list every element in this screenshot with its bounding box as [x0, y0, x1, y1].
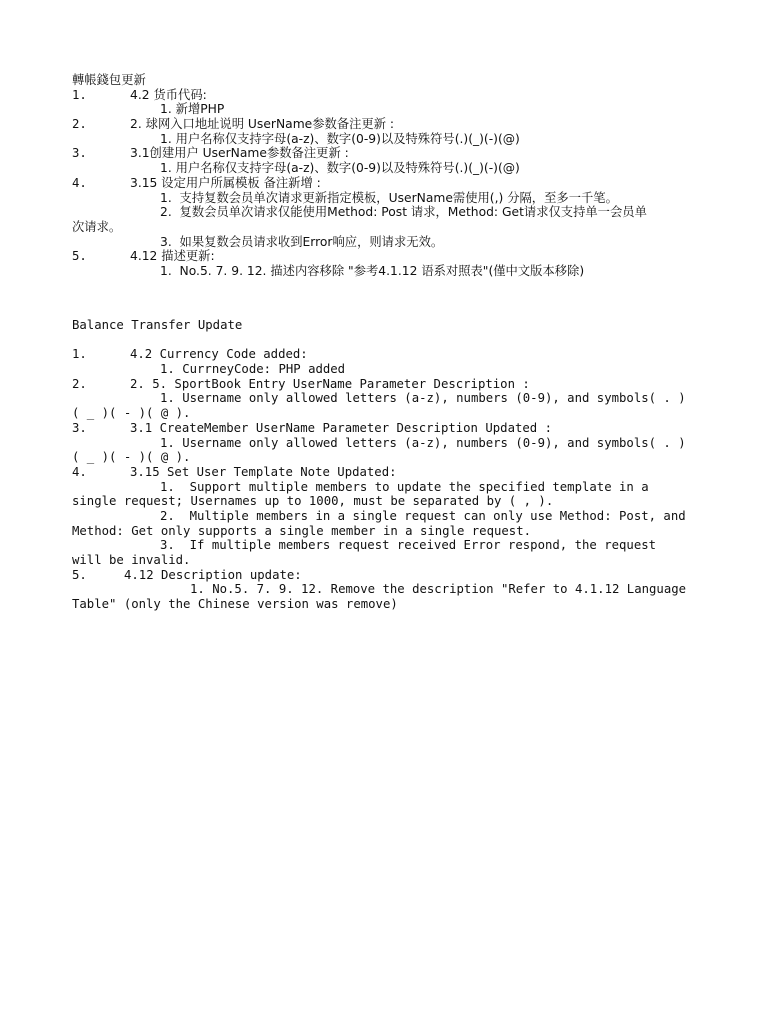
en-item-1 — [72, 347, 702, 362]
en-subitem: 1. No.5. 7. 9. 12. Remove the description "Refer to 4.1.12 Language — [190, 582, 687, 597]
en-item-4 — [72, 465, 702, 480]
en-subitem-continuation: ( _ )( - )( @ ). — [72, 450, 191, 465]
en-subitem: 1. Username only allowed letters (a-z), numbers (0-9), and symbols( . ) — [160, 435, 686, 450]
en-section — [72, 318, 702, 612]
en-item-number: 4. — [72, 464, 87, 479]
en-subitem-continuation: Method: Get only supports a single member in a single request. — [72, 523, 532, 538]
zh-item-heading: 3.1创建用户 UserName参数备注更新 : — [130, 146, 349, 161]
en-subitem: 3. If multiple members request received Error respond, the request — [160, 538, 657, 553]
zh-section — [72, 73, 702, 279]
zh-item-number: 4. — [72, 175, 87, 190]
en-item-number: 2. — [72, 376, 87, 391]
zh-item-number: 5. — [72, 249, 87, 264]
zh-subitem: 2. 复数会员单次请求仅能使用Method: Post 请求，Method: Get请求仅支持单一会员单 — [160, 205, 647, 220]
en-item-heading: 4.2 Currency Code added: — [130, 347, 308, 362]
en-item-heading: 3.15 Set User Template Note Updated: — [130, 464, 397, 479]
en-item-2 — [72, 377, 702, 392]
zh-title: 轉帳錢包更新 — [72, 73, 146, 87]
en-subitem: 1. Support multiple members to update the specified template in a — [160, 479, 649, 494]
zh-subitem: 1. 新增PHP — [160, 102, 225, 117]
zh-subitem: 1. 用户名称仅支持字母(a-z)、数字(0-9)以及特殊符号(.)(_)(-)(@) — [160, 161, 520, 176]
en-title: Balance Transfer Update — [72, 318, 243, 332]
en-item-5 — [72, 568, 702, 583]
en-subitem: 1. CurrneyCode: PHP added — [160, 362, 346, 377]
en-subitem-continuation: Table" (only the Chinese version was remove) — [72, 597, 398, 612]
zh-subitem: 1. 支持复数会员单次请求更新指定模板，UserName需使用(,) 分隔，至多一千笔。 — [160, 190, 618, 205]
zh-item-number: 3. — [72, 146, 87, 161]
en-item-number: 3. — [72, 420, 87, 435]
en-item-3 — [72, 421, 702, 436]
en-item-heading: 3.1 CreateMember UserName Parameter Description Updated : — [130, 420, 552, 435]
en-item-number: 1. — [72, 347, 87, 362]
en-subitem-continuation: single request; Usernames up to 1000, must be separated by ( , ). — [72, 494, 554, 509]
zh-subitem: 1. 用户名称仅支持字母(a-z)、数字(0-9)以及特殊符号(.)(_)(-)(@) — [160, 131, 520, 146]
zh-subitem: 1. No.5. 7. 9. 12. 描述内容移除 "参考4.1.12 语系对照表"(僅中文版本移除) — [160, 263, 585, 278]
en-item-heading: 4.12 Description update: — [124, 567, 302, 582]
en-item-number: 5. — [72, 567, 87, 582]
zh-item-number: 1. — [72, 87, 87, 102]
en-item-heading: 2. 5. SportBook Entry UserName Parameter Description : — [130, 376, 530, 391]
en-subitem-continuation: ( _ )( - )( @ ). — [72, 406, 191, 421]
zh-item-4 — [72, 176, 702, 191]
zh-item-1 — [72, 88, 702, 103]
zh-item-2 — [72, 117, 702, 132]
en-subitem: 1. Username only allowed letters (a-z), numbers (0-9), and symbols( . ) — [160, 391, 686, 406]
zh-item-heading: 2. 球网入口地址说明 UserName参数备注更新 : — [130, 117, 395, 132]
en-subitem-continuation: will be invalid. — [72, 553, 191, 567]
zh-item-heading: 3.15 设定用户所属模板 备注新增 : — [130, 175, 321, 190]
zh-subitem: 3. 如果复数会员请求收到Error响应，则请求无效。 — [160, 234, 444, 249]
zh-subitem-continuation: 次请求。 — [72, 219, 122, 234]
zh-item-5 — [72, 249, 702, 264]
zh-item-number: 2. — [72, 117, 87, 132]
en-subitem: 2. Multiple members in a single request can only use Method: Post, and — [160, 508, 686, 523]
zh-item-heading: 4.12 描述更新: — [130, 249, 215, 264]
zh-item-heading: 4.2 货币代码: — [130, 87, 207, 102]
zh-item-3 — [72, 146, 702, 161]
